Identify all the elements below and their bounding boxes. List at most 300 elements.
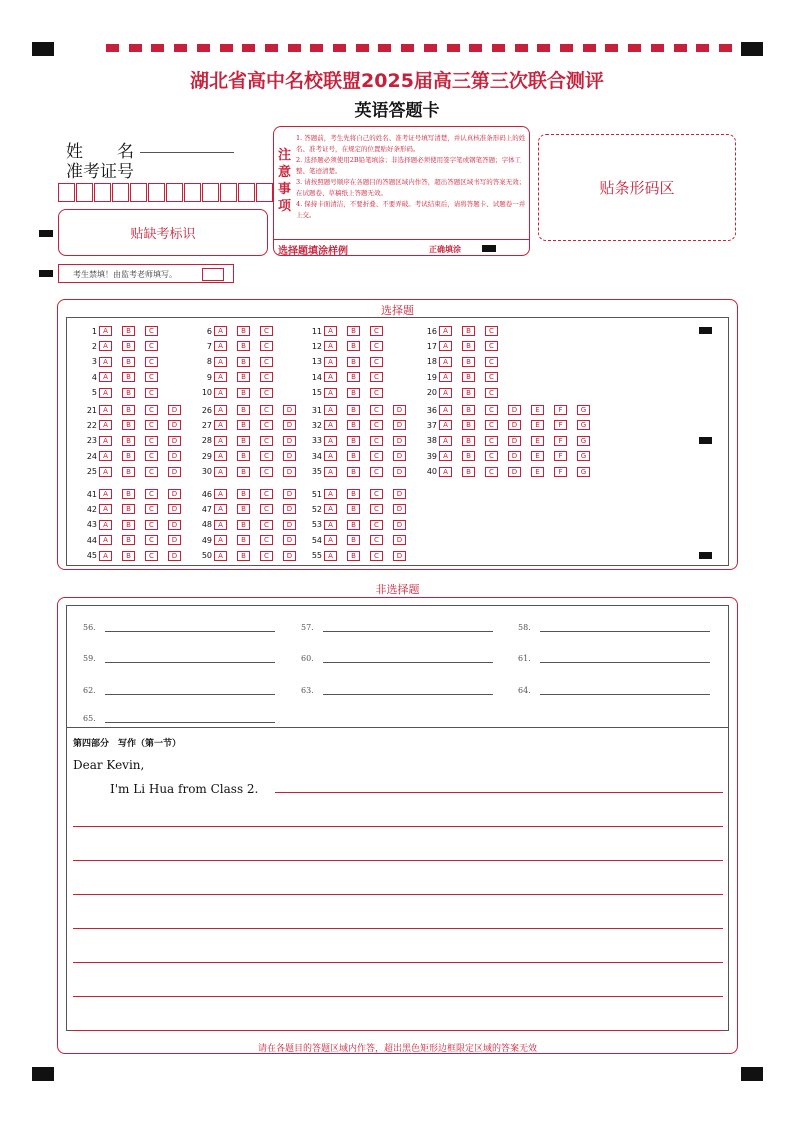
question-53 xyxy=(304,519,416,531)
option-bubble-b[interactable]: B xyxy=(122,489,135,499)
option-bubble-c[interactable]: C xyxy=(485,388,498,398)
question-40 xyxy=(419,466,600,478)
question-number: 2 xyxy=(91,341,97,351)
question-number: 31 xyxy=(311,405,322,415)
option-bubble-a[interactable]: A xyxy=(99,551,112,561)
option-bubble-c[interactable]: C xyxy=(145,372,158,382)
option-bubble-c[interactable]: C xyxy=(485,467,498,477)
writing-line[interactable] xyxy=(73,1030,723,1031)
option-bubble-d[interactable]: D xyxy=(393,436,406,446)
question-number: 33 xyxy=(311,436,322,446)
option-bubble-a[interactable]: A xyxy=(99,451,112,461)
blank-62[interactable]: 62. xyxy=(83,681,275,695)
option-bubble-b[interactable]: B xyxy=(347,357,360,367)
name-field[interactable] xyxy=(140,151,234,153)
option-bubble-a[interactable]: A xyxy=(324,436,337,446)
option-bubble-c[interactable]: C xyxy=(260,436,273,446)
question-25 xyxy=(79,466,191,478)
exam-id-digit-box[interactable] xyxy=(184,183,201,202)
option-bubble-c[interactable]: C xyxy=(370,436,383,446)
option-bubble-c[interactable]: C xyxy=(370,388,383,398)
exam-id-digit-box[interactable] xyxy=(130,183,147,202)
question-number: 16 xyxy=(426,326,437,336)
exam-id-digit-box[interactable] xyxy=(148,183,165,202)
writing-line[interactable] xyxy=(73,894,723,895)
writing-line[interactable] xyxy=(73,826,723,827)
option-bubble-f[interactable]: F xyxy=(554,420,567,430)
option-bubble-d[interactable]: D xyxy=(168,551,181,561)
option-bubble-a[interactable]: A xyxy=(439,405,452,415)
timing-dash xyxy=(674,44,687,52)
option-bubble-c[interactable]: C xyxy=(145,341,158,351)
exam-id-digit-box[interactable] xyxy=(112,183,129,202)
option-bubble-e[interactable]: E xyxy=(531,436,544,446)
option-bubble-b[interactable]: B xyxy=(462,451,475,461)
option-bubble-a[interactable]: A xyxy=(439,372,452,382)
option-bubble-a[interactable]: A xyxy=(214,341,227,351)
blank-57[interactable]: 57. xyxy=(301,618,493,632)
question-number: 43 xyxy=(86,520,97,530)
option-bubble-c[interactable]: C xyxy=(260,451,273,461)
option-bubble-f[interactable]: F xyxy=(554,405,567,415)
exam-id-boxes[interactable] xyxy=(58,183,274,202)
option-bubble-a[interactable]: A xyxy=(324,520,337,530)
option-bubble-d[interactable]: D xyxy=(283,451,296,461)
option-bubble-c[interactable]: C xyxy=(260,504,273,514)
option-bubble-b[interactable]: B xyxy=(347,489,360,499)
question-number: 42 xyxy=(86,504,97,514)
exam-id-digit-box[interactable] xyxy=(202,183,219,202)
option-bubble-c[interactable]: C xyxy=(260,467,273,477)
option-bubble-b[interactable]: B xyxy=(237,504,250,514)
option-bubble-c[interactable]: C xyxy=(485,451,498,461)
question-number: 20 xyxy=(426,388,437,398)
option-bubble-c[interactable]: C xyxy=(485,405,498,415)
timing-dash xyxy=(356,44,369,52)
question-17 xyxy=(419,340,508,352)
option-bubble-c[interactable]: C xyxy=(260,372,273,382)
option-bubble-c[interactable]: C xyxy=(370,504,383,514)
option-bubble-c[interactable]: C xyxy=(370,551,383,561)
option-bubble-a[interactable]: A xyxy=(214,535,227,545)
option-bubble-b[interactable]: B xyxy=(237,436,250,446)
option-bubble-f[interactable]: F xyxy=(554,436,567,446)
option-bubble-a[interactable]: A xyxy=(324,341,337,351)
option-bubble-a[interactable]: A xyxy=(214,467,227,477)
option-bubble-g[interactable]: G xyxy=(577,451,590,461)
option-bubble-a[interactable]: A xyxy=(324,535,337,545)
question-number: 53 xyxy=(311,520,322,530)
option-bubble-a[interactable]: A xyxy=(324,357,337,367)
blank-61[interactable]: 61. xyxy=(518,649,710,663)
option-bubble-c[interactable]: C xyxy=(485,357,498,367)
option-bubble-b[interactable]: B xyxy=(347,436,360,446)
option-bubble-c[interactable]: C xyxy=(370,405,383,415)
option-bubble-c[interactable]: C xyxy=(485,420,498,430)
option-bubble-c[interactable]: C xyxy=(485,326,498,336)
option-bubble-b[interactable]: B xyxy=(347,341,360,351)
question-46 xyxy=(194,488,306,500)
option-bubble-c[interactable]: C xyxy=(260,405,273,415)
question-10 xyxy=(194,387,283,399)
option-bubble-b[interactable]: B xyxy=(347,451,360,461)
option-bubble-b[interactable]: B xyxy=(347,504,360,514)
option-bubble-b[interactable]: B xyxy=(237,535,250,545)
option-bubble-a[interactable]: A xyxy=(99,357,112,367)
blank-65[interactable]: 65. xyxy=(83,709,275,723)
option-bubble-d[interactable]: D xyxy=(168,420,181,430)
option-bubble-b[interactable]: B xyxy=(237,326,250,336)
question-8 xyxy=(194,356,283,368)
option-bubble-d[interactable]: D xyxy=(283,405,296,415)
option-bubble-c[interactable]: C xyxy=(370,326,383,336)
option-bubble-d[interactable]: D xyxy=(393,405,406,415)
option-bubble-d[interactable]: D xyxy=(393,504,406,514)
option-bubble-a[interactable]: A xyxy=(214,489,227,499)
option-bubble-d[interactable]: D xyxy=(393,535,406,545)
option-bubble-c[interactable]: C xyxy=(145,535,158,545)
writing-line[interactable] xyxy=(73,962,723,963)
option-bubble-b[interactable]: B xyxy=(237,405,250,415)
question-number: 19 xyxy=(426,372,437,382)
notes-list xyxy=(296,133,526,221)
option-bubble-b[interactable]: B xyxy=(237,451,250,461)
option-bubble-d[interactable]: D xyxy=(393,489,406,499)
choice-section xyxy=(57,299,738,570)
option-bubble-c[interactable]: C xyxy=(260,341,273,351)
option-bubble-e[interactable]: E xyxy=(531,467,544,477)
question-35 xyxy=(304,466,416,478)
option-bubble-b[interactable]: B xyxy=(122,451,135,461)
question-number: 7 xyxy=(206,341,212,351)
blank-58[interactable]: 58. xyxy=(518,618,710,632)
option-bubble-d[interactable]: D xyxy=(168,405,181,415)
option-bubble-d[interactable]: D xyxy=(393,551,406,561)
option-bubble-b[interactable]: B xyxy=(237,372,250,382)
option-bubble-g[interactable]: G xyxy=(577,420,590,430)
option-bubble-a[interactable]: A xyxy=(439,451,452,461)
option-bubble-b[interactable]: B xyxy=(122,388,135,398)
option-bubble-a[interactable]: A xyxy=(214,388,227,398)
option-bubble-b[interactable]: B xyxy=(122,520,135,530)
option-bubble-d[interactable]: D xyxy=(508,467,521,477)
writing-line[interactable] xyxy=(73,928,723,929)
exam-id-digit-box[interactable] xyxy=(94,183,111,202)
option-bubble-b[interactable]: B xyxy=(122,420,135,430)
option-bubble-d[interactable]: D xyxy=(283,520,296,530)
question-19 xyxy=(419,371,508,383)
option-bubble-c[interactable]: C xyxy=(370,451,383,461)
option-bubble-a[interactable]: A xyxy=(99,388,112,398)
option-bubble-a[interactable]: A xyxy=(214,405,227,415)
option-bubble-c[interactable]: C xyxy=(485,341,498,351)
option-bubble-d[interactable]: D xyxy=(283,436,296,446)
option-bubble-d[interactable]: D xyxy=(283,467,296,477)
option-bubble-b[interactable]: B xyxy=(237,357,250,367)
blank-60[interactable]: 60. xyxy=(301,649,493,663)
option-bubble-c[interactable]: C xyxy=(260,420,273,430)
option-bubble-a[interactable]: A xyxy=(324,326,337,336)
option-bubble-b[interactable]: B xyxy=(462,372,475,382)
option-bubble-e[interactable]: E xyxy=(531,420,544,430)
option-bubble-c[interactable]: C xyxy=(260,357,273,367)
correct-fill-sample xyxy=(482,245,496,252)
option-bubble-a[interactable]: A xyxy=(324,504,337,514)
option-bubble-b[interactable]: B xyxy=(347,467,360,477)
option-bubble-b[interactable]: B xyxy=(462,405,475,415)
option-bubble-b[interactable]: B xyxy=(462,357,475,367)
option-bubble-c[interactable]: C xyxy=(260,520,273,530)
timing-mark xyxy=(699,552,712,559)
option-bubble-b[interactable]: B xyxy=(347,520,360,530)
footer-note: 请在各题目的答题区域内作答，超出黑色矩形边框限定区域的答案无效 xyxy=(257,1044,537,1054)
option-bubble-c[interactable]: C xyxy=(370,467,383,477)
option-bubble-c[interactable]: C xyxy=(260,388,273,398)
option-bubble-d[interactable]: D xyxy=(508,420,521,430)
question-43 xyxy=(79,519,191,531)
option-bubble-a[interactable]: A xyxy=(439,467,452,477)
option-bubble-a[interactable]: A xyxy=(439,341,452,351)
timing-dash xyxy=(242,44,255,52)
option-bubble-e[interactable]: E xyxy=(531,405,544,415)
option-bubble-a[interactable]: A xyxy=(214,357,227,367)
option-bubble-a[interactable]: A xyxy=(324,388,337,398)
option-bubble-d[interactable]: D xyxy=(508,451,521,461)
option-bubble-b[interactable]: B xyxy=(122,551,135,561)
question-36 xyxy=(419,404,600,416)
option-bubble-a[interactable]: A xyxy=(324,372,337,382)
option-bubble-b[interactable]: B xyxy=(237,520,250,530)
option-bubble-d[interactable]: D xyxy=(168,535,181,545)
timing-dash xyxy=(265,44,278,52)
option-bubble-a[interactable]: A xyxy=(324,551,337,561)
option-bubble-b[interactable]: B xyxy=(237,420,250,430)
option-bubble-c[interactable]: C xyxy=(370,489,383,499)
option-bubble-b[interactable]: B xyxy=(462,420,475,430)
option-bubble-a[interactable]: A xyxy=(214,420,227,430)
option-bubble-f[interactable]: F xyxy=(554,451,567,461)
option-bubble-b[interactable]: B xyxy=(462,436,475,446)
option-bubble-a[interactable]: A xyxy=(99,535,112,545)
option-bubble-b[interactable]: B xyxy=(122,357,135,367)
option-bubble-c[interactable]: C xyxy=(370,357,383,367)
question-13 xyxy=(304,356,393,368)
option-bubble-b[interactable]: B xyxy=(122,535,135,545)
option-bubble-b[interactable]: B xyxy=(347,420,360,430)
question-9 xyxy=(194,371,283,383)
option-bubble-b[interactable]: B xyxy=(347,405,360,415)
option-bubble-c[interactable]: C xyxy=(260,535,273,545)
option-bubble-a[interactable]: A xyxy=(324,451,337,461)
question-number: 26 xyxy=(201,405,212,415)
option-bubble-b[interactable]: B xyxy=(462,326,475,336)
question-number: 36 xyxy=(426,405,437,415)
blank-63[interactable]: 63. xyxy=(301,681,493,695)
option-bubble-a[interactable]: A xyxy=(439,388,452,398)
option-bubble-c[interactable]: C xyxy=(145,420,158,430)
question-number: 37 xyxy=(426,420,437,430)
fill-sample-row xyxy=(274,239,529,257)
proctor-note: 考生禁填！由监考老师填写。 xyxy=(73,270,177,279)
option-bubble-c[interactable]: C xyxy=(145,489,158,499)
option-bubble-b[interactable]: B xyxy=(237,489,250,499)
question-39 xyxy=(419,450,600,462)
timing-dash xyxy=(151,44,164,52)
option-bubble-b[interactable]: B xyxy=(237,388,250,398)
blank-64[interactable]: 64. xyxy=(518,681,710,695)
option-bubble-d[interactable]: D xyxy=(168,489,181,499)
option-bubble-b[interactable]: B xyxy=(122,341,135,351)
option-bubble-d[interactable]: D xyxy=(168,467,181,477)
option-bubble-d[interactable]: D xyxy=(283,535,296,545)
option-bubble-a[interactable]: A xyxy=(214,504,227,514)
correct-fill-label: 正确填涂 xyxy=(429,245,461,254)
option-bubble-a[interactable]: A xyxy=(99,326,112,336)
timing-mark xyxy=(39,230,53,237)
option-bubble-g[interactable]: G xyxy=(577,405,590,415)
option-bubble-c[interactable]: C xyxy=(145,326,158,336)
option-bubble-d[interactable]: D xyxy=(393,467,406,477)
option-bubble-c[interactable]: C xyxy=(145,451,158,461)
option-bubble-e[interactable]: E xyxy=(531,451,544,461)
option-bubble-c[interactable]: C xyxy=(145,405,158,415)
option-bubble-a[interactable]: A xyxy=(99,436,112,446)
option-bubble-b[interactable]: B xyxy=(347,388,360,398)
option-bubble-a[interactable]: A xyxy=(99,504,112,514)
option-bubble-c[interactable]: C xyxy=(485,436,498,446)
option-bubble-a[interactable]: A xyxy=(99,372,112,382)
option-bubble-a[interactable]: A xyxy=(99,489,112,499)
option-bubble-a[interactable]: A xyxy=(324,467,337,477)
option-bubble-d[interactable]: D xyxy=(168,504,181,514)
option-bubble-c[interactable]: C xyxy=(145,520,158,530)
option-bubble-c[interactable]: C xyxy=(260,326,273,336)
option-bubble-b[interactable]: B xyxy=(122,467,135,477)
writing-section-title: 第四部分 写作（第一节） xyxy=(73,739,182,749)
option-bubble-a[interactable]: A xyxy=(324,420,337,430)
question-number: 50 xyxy=(201,551,212,561)
option-bubble-c[interactable]: C xyxy=(145,467,158,477)
option-bubble-d[interactable]: D xyxy=(168,436,181,446)
option-bubble-c[interactable]: C xyxy=(260,489,273,499)
option-bubble-a[interactable]: A xyxy=(439,420,452,430)
option-bubble-a[interactable]: A xyxy=(99,520,112,530)
exam-id-digit-box[interactable] xyxy=(76,183,93,202)
option-bubble-a[interactable]: A xyxy=(214,520,227,530)
option-bubble-d[interactable]: D xyxy=(393,451,406,461)
letter-opening: I'm Li Hua from Class 2. xyxy=(110,782,259,796)
writing-line[interactable] xyxy=(275,792,723,793)
option-bubble-a[interactable]: A xyxy=(99,405,112,415)
option-bubble-a[interactable]: A xyxy=(439,326,452,336)
option-bubble-c[interactable]: C xyxy=(145,357,158,367)
option-bubble-d[interactable]: D xyxy=(283,489,296,499)
note-item: 3. 请按照题号顺序在各题目的答题区域内作答，超出答题区域书写的答案无效；在试题卷、草稿纸上答题无效。 xyxy=(296,178,526,197)
question-number: 34 xyxy=(311,451,322,461)
proctor-checkbox[interactable] xyxy=(202,268,224,281)
blank-56[interactable]: 56. xyxy=(83,618,275,632)
option-bubble-a[interactable]: A xyxy=(214,372,227,382)
option-bubble-c[interactable]: C xyxy=(145,551,158,561)
option-bubble-b[interactable]: B xyxy=(122,372,135,382)
option-bubble-d[interactable]: D xyxy=(168,451,181,461)
option-bubble-a[interactable]: A xyxy=(324,405,337,415)
option-bubble-a[interactable]: A xyxy=(439,357,452,367)
option-bubble-b[interactable]: B xyxy=(122,436,135,446)
option-bubble-b[interactable]: B xyxy=(237,467,250,477)
option-bubble-g[interactable]: G xyxy=(577,436,590,446)
option-bubble-d[interactable]: D xyxy=(508,405,521,415)
option-bubble-c[interactable]: C xyxy=(370,535,383,545)
option-bubble-b[interactable]: B xyxy=(347,326,360,336)
question-number: 51 xyxy=(311,489,322,499)
option-bubble-d[interactable]: D xyxy=(283,551,296,561)
option-bubble-a[interactable]: A xyxy=(324,489,337,499)
option-bubble-a[interactable]: A xyxy=(99,341,112,351)
option-bubble-d[interactable]: D xyxy=(283,504,296,514)
option-bubble-b[interactable]: B xyxy=(122,405,135,415)
question-23 xyxy=(79,435,191,447)
question-38 xyxy=(419,435,600,447)
option-bubble-b[interactable]: B xyxy=(462,467,475,477)
exam-id-digit-box[interactable] xyxy=(256,183,273,202)
option-bubble-c[interactable]: C xyxy=(370,420,383,430)
option-bubble-d[interactable]: D xyxy=(393,520,406,530)
option-bubble-a[interactable]: A xyxy=(214,436,227,446)
option-bubble-d[interactable]: D xyxy=(283,420,296,430)
option-bubble-b[interactable]: B xyxy=(122,326,135,336)
option-bubble-c[interactable]: C xyxy=(145,436,158,446)
option-bubble-b[interactable]: B xyxy=(237,341,250,351)
exam-id-digit-box[interactable] xyxy=(166,183,183,202)
exam-id-digit-box[interactable] xyxy=(238,183,255,202)
option-bubble-c[interactable]: C xyxy=(260,551,273,561)
option-bubble-d[interactable]: D xyxy=(168,520,181,530)
option-bubble-c[interactable]: C xyxy=(370,372,383,382)
option-bubble-a[interactable]: A xyxy=(439,436,452,446)
option-bubble-a[interactable]: A xyxy=(214,551,227,561)
blank-59[interactable]: 59. xyxy=(83,649,275,663)
option-bubble-d[interactable]: D xyxy=(508,436,521,446)
option-bubble-b[interactable]: B xyxy=(347,372,360,382)
option-bubble-f[interactable]: F xyxy=(554,467,567,477)
option-bubble-b[interactable]: B xyxy=(462,388,475,398)
option-bubble-a[interactable]: A xyxy=(214,326,227,336)
option-bubble-a[interactable]: A xyxy=(99,420,112,430)
writing-line[interactable] xyxy=(73,996,723,997)
option-bubble-b[interactable]: B xyxy=(347,551,360,561)
corner-mark-bottom-right xyxy=(741,1067,763,1081)
option-bubble-b[interactable]: B xyxy=(347,535,360,545)
option-bubble-d[interactable]: D xyxy=(393,420,406,430)
question-number: 3 xyxy=(91,357,97,367)
option-bubble-b[interactable]: B xyxy=(122,504,135,514)
option-bubble-b[interactable]: B xyxy=(237,551,250,561)
option-bubble-c[interactable]: C xyxy=(145,388,158,398)
option-bubble-a[interactable]: A xyxy=(99,467,112,477)
option-bubble-b[interactable]: B xyxy=(462,341,475,351)
exam-id-digit-box[interactable] xyxy=(58,183,75,202)
corner-mark-bottom-left xyxy=(32,1067,54,1081)
option-bubble-c[interactable]: C xyxy=(370,341,383,351)
writing-line[interactable] xyxy=(73,860,723,861)
option-bubble-c[interactable]: C xyxy=(485,372,498,382)
option-bubble-g[interactable]: G xyxy=(577,467,590,477)
option-bubble-c[interactable]: C xyxy=(145,504,158,514)
option-bubble-c[interactable]: C xyxy=(370,520,383,530)
exam-id-digit-box[interactable] xyxy=(220,183,237,202)
option-bubble-a[interactable]: A xyxy=(214,451,227,461)
